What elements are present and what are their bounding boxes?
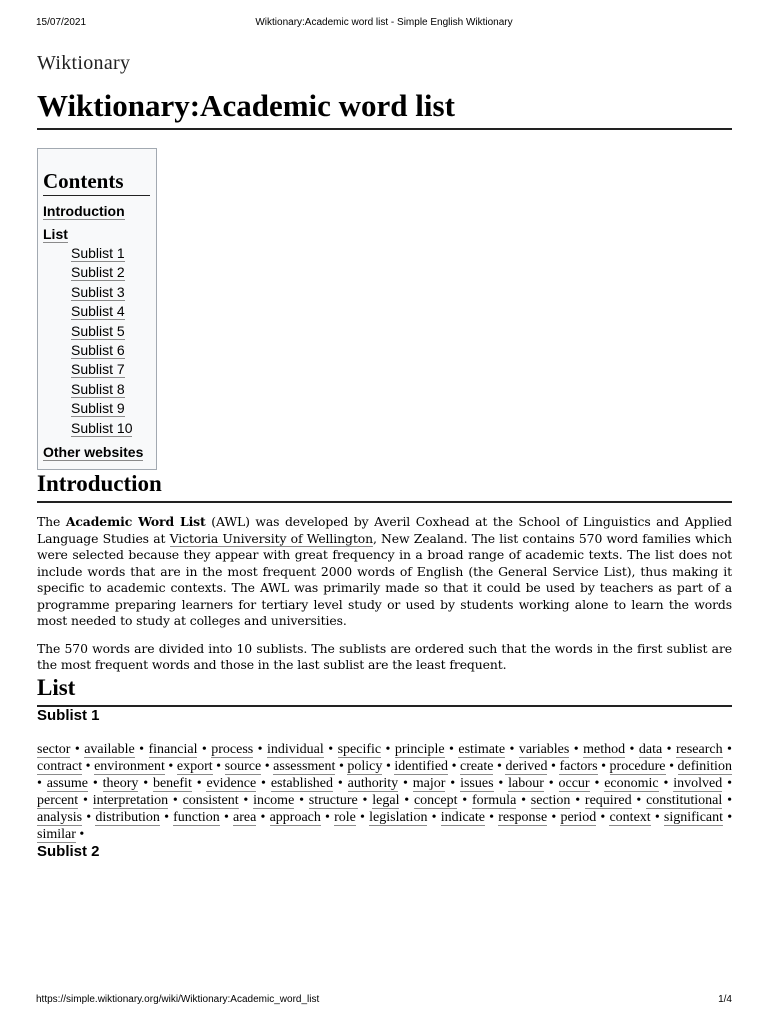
word-link[interactable]: concept	[413, 792, 458, 808]
word-link[interactable]: indicate	[440, 809, 485, 825]
word-link[interactable]: section	[530, 792, 571, 808]
word-link[interactable]: formula	[471, 792, 517, 808]
toc-item-sublist-7[interactable]	[43, 360, 150, 379]
word-link[interactable]: available	[84, 741, 135, 757]
word-link[interactable]: factors	[559, 758, 598, 774]
print-header	[36, 17, 732, 31]
toc-item-label[interactable]: List	[43, 226, 68, 242]
word-link[interactable]: context	[609, 809, 651, 825]
toc-item-label[interactable]: Sublist 2	[71, 264, 125, 281]
word-link[interactable]: labour	[508, 775, 544, 791]
word-link[interactable]: issues	[460, 775, 494, 791]
toc-sublists	[43, 244, 150, 438]
word-link[interactable]: percent	[37, 792, 79, 808]
toc-item-label[interactable]: Other websites	[43, 444, 144, 461]
word-link[interactable]: legal	[372, 792, 400, 808]
word-link[interactable]: policy	[347, 758, 383, 774]
word-link[interactable]: function	[173, 809, 220, 825]
word-link[interactable]: definition	[677, 758, 732, 774]
word-link[interactable]: financial	[148, 741, 198, 757]
page-title: Wiktionary:Academic word list	[37, 88, 732, 130]
word-link[interactable]: period	[560, 809, 597, 825]
word-link[interactable]: distribution	[95, 809, 160, 825]
toc-item-label[interactable]: Sublist 3	[71, 283, 125, 300]
word-link[interactable]: individual	[267, 741, 324, 757]
site-name[interactable]: Wiktionary	[37, 52, 131, 74]
word-link[interactable]: approach	[269, 809, 321, 825]
word-link[interactable]: structure	[308, 792, 358, 808]
text-run: The	[37, 514, 66, 530]
word-link[interactable]: authority	[347, 775, 399, 791]
word-link[interactable]: interpretation	[92, 792, 169, 808]
word-link[interactable]: constitutional	[646, 792, 723, 808]
word-link[interactable]: sector	[37, 741, 71, 757]
word-link[interactable]: major	[412, 775, 446, 791]
toc-item-sublist-3[interactable]	[43, 283, 150, 302]
toc-title: Contents	[43, 169, 150, 196]
toc-item-sublist-4[interactable]	[43, 302, 150, 321]
word-link[interactable]: assume	[46, 775, 88, 791]
word-link[interactable]: required	[584, 792, 632, 808]
word-link[interactable]: role	[334, 809, 356, 825]
toc-item-label[interactable]: Sublist 9	[71, 400, 125, 417]
word-link[interactable]: evidence	[206, 775, 257, 791]
toc-item-label[interactable]: Sublist 6	[71, 342, 125, 359]
word-link[interactable]: assessment	[273, 758, 336, 774]
word-link[interactable]: similar	[37, 826, 76, 842]
word-link[interactable]: specific	[337, 741, 382, 757]
toc-item-sublist-2[interactable]	[43, 263, 150, 282]
word-link[interactable]: data	[638, 741, 663, 757]
word-link[interactable]: method	[583, 741, 626, 757]
word-link[interactable]: income	[253, 792, 295, 808]
word-link[interactable]: occur	[558, 775, 590, 791]
toc-item-label[interactable]: Sublist 5	[71, 322, 125, 339]
word-link[interactable]: principle	[394, 741, 445, 757]
word-link[interactable]: environment	[94, 758, 165, 774]
toc-item-sublist-6[interactable]	[43, 341, 150, 360]
word-link[interactable]: theory	[102, 775, 139, 791]
word-link[interactable]: variables	[518, 741, 570, 757]
bold-term: Academic Word List	[65, 514, 206, 530]
toc-item-sublist-8[interactable]	[43, 380, 150, 399]
word-link[interactable]: identified	[394, 758, 449, 774]
sublist-1-heading: Sublist 1	[37, 706, 100, 724]
word-link[interactable]: involved	[673, 775, 723, 791]
print-page-title: Wiktionary:Academic word list - Simple English Wiktionary	[255, 17, 513, 28]
toc-item-label[interactable]: Sublist 10	[71, 419, 133, 436]
word-link[interactable]: export	[176, 758, 213, 774]
word-link[interactable]: area	[233, 809, 257, 825]
introduction-paragraph-1	[37, 514, 732, 630]
word-link[interactable]: procedure	[609, 758, 666, 774]
word-link[interactable]: derived	[505, 758, 548, 774]
text-run: , New Zealand. The list contains 570 word families which were selected because they appear with great frequency in a broad range of academic texts. The list does not include words that are in the most frequent 2000 words of English (the General Service List), thus making it specific to academic contexts. The AWL was primarily made so that it could be used by teachers as part of a programme preparing learners for tertiary level study or used by students working alone to learn the words most needed to study at colleges and universities.	[37, 530, 732, 629]
word-link[interactable]: legislation	[369, 809, 428, 825]
toc-item-introduction[interactable]	[43, 202, 150, 220]
text-run: (AWL) was developed by Averil Coxhead at the School of Linguistics and Applied Language Studies at	[37, 514, 732, 546]
word-link[interactable]: significant	[663, 809, 724, 825]
toc-item-sublist-1[interactable]	[43, 244, 150, 263]
toc-item-label[interactable]: Sublist 8	[71, 380, 125, 397]
toc-item-sublist-10[interactable]	[43, 419, 150, 438]
print-date: 15/07/2021	[36, 17, 87, 28]
sublist-2-heading: Sublist 2	[37, 842, 100, 860]
university-link[interactable]: Victoria University of Wellington	[169, 530, 373, 546]
word-link[interactable]: response	[498, 809, 548, 825]
word-link[interactable]: process	[211, 741, 254, 757]
word-link[interactable]: consistent	[182, 792, 239, 808]
main-content	[37, 50, 732, 861]
toc-item-label[interactable]: Sublist 4	[71, 303, 125, 320]
word-link[interactable]: create	[460, 758, 494, 774]
introduction-heading: Introduction	[37, 470, 732, 503]
toc-item-label[interactable]: Introduction	[43, 203, 125, 219]
word-link[interactable]: research	[675, 741, 723, 757]
word-link[interactable]: established	[270, 775, 334, 791]
toc-item-sublist-9[interactable]	[43, 399, 150, 418]
toc-item-label[interactable]: Sublist 7	[71, 361, 125, 378]
print-footer	[36, 994, 732, 1008]
print-url: https://simple.wiktionary.org/wiki/Wiktionary:Academic_word_list	[36, 994, 320, 1005]
toc-item-other-websites[interactable]	[43, 443, 150, 461]
toc-item-label[interactable]: Sublist 1	[71, 245, 125, 261]
toc-item-list[interactable]	[43, 225, 150, 243]
introduction-paragraph-2: The 570 words are divided into 10 sublists. The sublists are ordered such that the words in the first sublist are the most frequent words and those in the last sublist are the least frequent.	[37, 640, 732, 673]
list-heading: List	[37, 674, 732, 707]
word-link[interactable]: analysis	[37, 809, 83, 825]
word-link[interactable]: contract	[37, 758, 83, 774]
print-page-number: 1/4	[718, 994, 732, 1005]
word-link[interactable]: estimate	[458, 741, 506, 757]
word-link[interactable]: benefit	[152, 775, 192, 791]
word-link[interactable]: economic	[604, 775, 659, 791]
word-link[interactable]: source	[224, 758, 262, 774]
sublist-1-words: sector • available • financial • process • individual • specific • principle • estimate • variables • method • data • research • contract • environment • export • source • assessment • policy • identified • create • derived • factors • procedure • definition • assume • theory • benefit • evidence • established • authority • major • issues • labour • occur • economic • involved • percent • interpretation • consistent • income • structure • legal • concept • formula • section • required • constitutional • analysis • distribution • function • area • approach • role • legislation • indicate • response • period • context • significant • similar •	[37, 741, 733, 842]
table-of-contents	[37, 148, 157, 470]
toc-item-sublist-5[interactable]	[43, 322, 150, 341]
